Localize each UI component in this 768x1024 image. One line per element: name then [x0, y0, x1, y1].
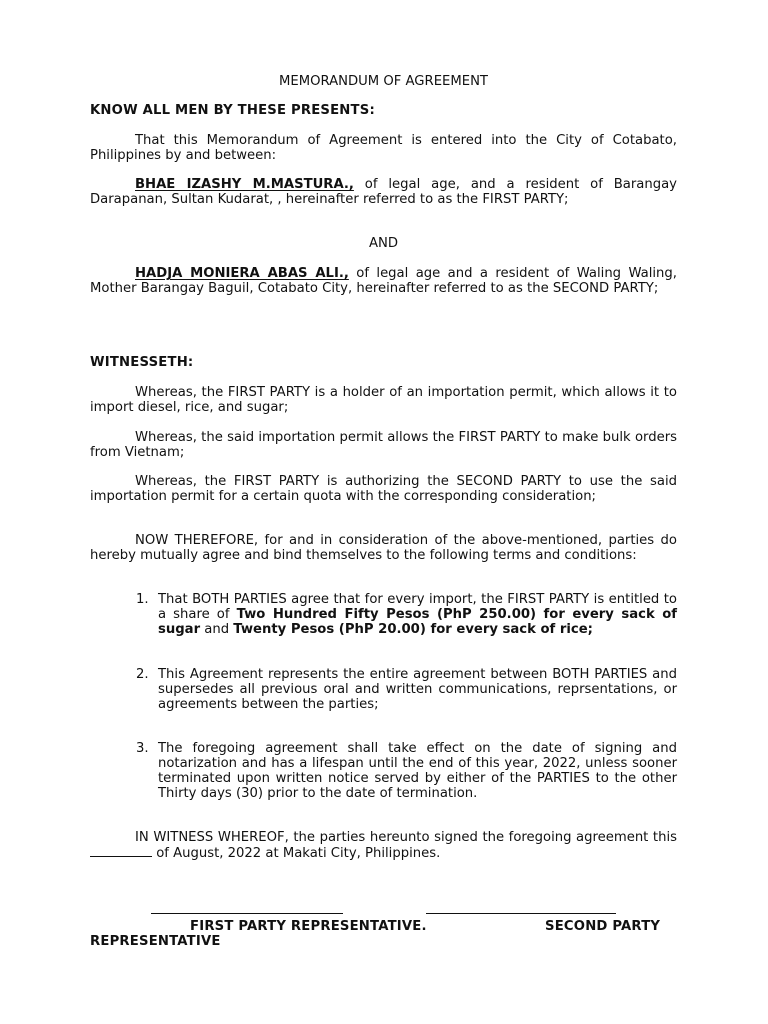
- term-number: 3.: [136, 741, 149, 756]
- intro-paragraph: That this Memorandum of Agreement is entered into the City of Cotabato, Philippines by and between:: [90, 133, 677, 163]
- first-party-text: of legal age, and a resident of Barangay Darapanan, Sultan Kudarat, , hereinafter referred to as the FIRST PARTY;: [90, 177, 677, 207]
- second-party-name: HADJA MONIERA ABAS ALI.,: [135, 266, 349, 281]
- date-blank-line: [90, 845, 152, 857]
- first-party-name: BHAE IZASHY M.MASTURA.,: [135, 177, 354, 192]
- and-label: AND: [368, 236, 399, 251]
- opening-line: KNOW ALL MEN BY THESE PRESENTS:: [90, 103, 375, 118]
- term-bold-part: Twenty Pesos (PhP 20.00) for every sack of rice;: [233, 622, 593, 637]
- term-text: [158, 592, 677, 637]
- term-bold-part: Two Hundred Fifty Pesos (PhP 250.00) for every sack of sugar: [158, 607, 677, 637]
- first-party-paragraph: [90, 177, 677, 207]
- witness-whereof-text: of August, 2022 at Makati City, Philippines.: [152, 846, 441, 861]
- second-party-paragraph: [90, 266, 677, 296]
- witness-whereof-paragraph: [90, 830, 677, 861]
- second-party-signature-label: SECOND PARTY: [545, 919, 661, 934]
- term-number: 1.: [136, 592, 149, 607]
- term-text: This Agreement represents the entire agreement between BOTH PARTIES and supersedes all previous oral and written communications, reprsentations, or agreements between the parties;: [158, 667, 677, 712]
- first-party-signature-line: [151, 913, 343, 914]
- term-number: 2.: [136, 667, 149, 682]
- first-party-signature-label: FIRST PARTY REPRESENTATIVE.: [190, 919, 427, 934]
- document-title: MEMORANDUM OF AGREEMENT: [279, 74, 488, 89]
- whereas-paragraph-1: Whereas, the FIRST PARTY is a holder of an importation permit, which allows it to import diesel, rice, and sugar;: [90, 385, 677, 415]
- second-party-text: of legal age and a resident of Waling Waling, Mother Barangay Baguil, Cotabato City, hereinafter referred to as the SECOND PARTY;: [90, 266, 677, 296]
- term-item-2: [136, 667, 677, 712]
- witness-whereof-text: IN WITNESS WHEREOF, the parties hereunto signed the foregoing agreement this: [135, 830, 677, 845]
- term-item-3: [136, 741, 677, 801]
- term-text-part: That BOTH PARTIES agree that for every import, the FIRST PARTY is entitled to a share of: [158, 592, 677, 622]
- now-therefore-paragraph: NOW THEREFORE, for and in consideration of the above-mentioned, parties do hereby mutually agree and bind themselves to the following terms and conditions:: [90, 533, 677, 563]
- term-item-1: [136, 592, 677, 637]
- whereas-paragraph-3: Whereas, the FIRST PARTY is authorizing the SECOND PARTY to use the said importation permit for a certain quota with the corresponding consideration;: [90, 474, 677, 504]
- term-text-part: and: [200, 622, 234, 637]
- whereas-paragraph-2: Whereas, the said importation permit allows the FIRST PARTY to make bulk orders from Vietnam;: [90, 430, 677, 460]
- witnesseth-heading: WITNESSETH:: [90, 355, 194, 370]
- second-party-signature-line: [426, 913, 616, 914]
- second-party-signature-label-continued: REPRESENTATIVE: [90, 934, 221, 949]
- term-text: The foregoing agreement shall take effect on the date of signing and notarization and has a lifespan until the end of this year, 2022, unless sooner terminated upon written notice served by either of the PARTIES to the other Thirty days (30) prior to the date of termination.: [158, 741, 677, 801]
